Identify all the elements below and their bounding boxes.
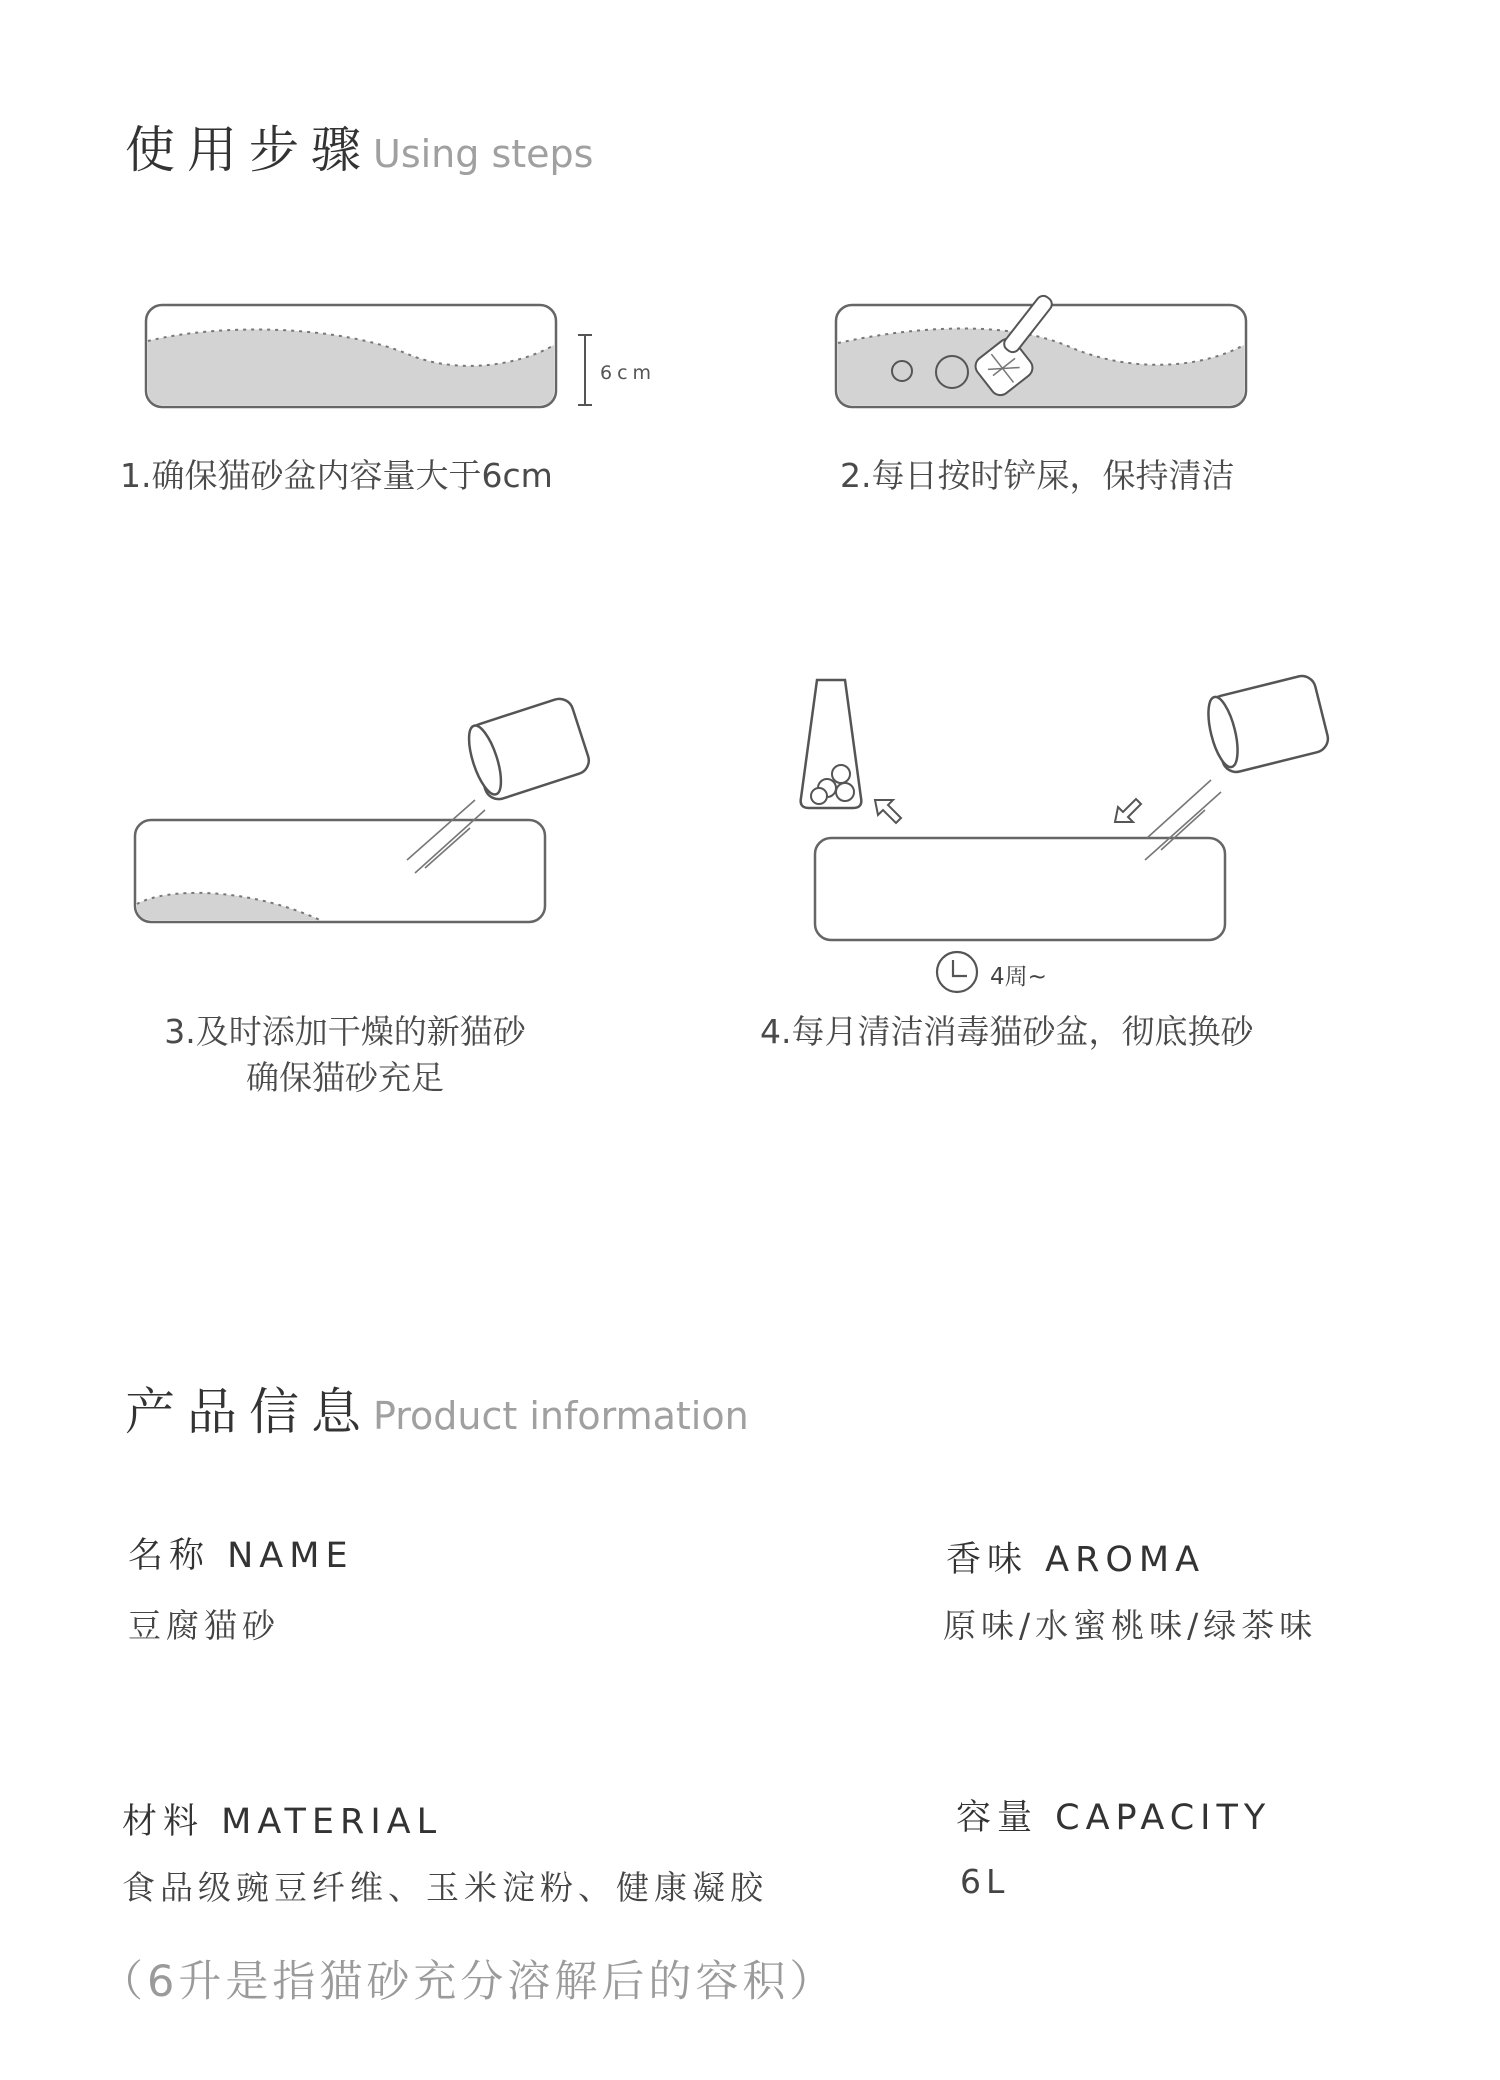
step3-caption-line2: 确保猫砂充足 [246,1058,444,1097]
material-value: 食品级豌豆纤维、玉米淀粉、健康凝胶 [122,1868,768,1907]
name-value: 豆腐猫砂 [128,1606,280,1645]
capacity-note: （6升是指猫砂充分溶解后的容积） [100,1957,837,2007]
step2-tray-illustration [830,285,1260,420]
section-title-zh: 产品信息 [125,1383,373,1441]
aroma-label: 香味 AROMA [946,1540,1206,1580]
measure-label: 6cm [600,362,657,384]
section-title-product-information [125,1372,749,1444]
section-title-en: Product information [373,1394,749,1438]
step3-caption-line1: 3.及时添加干燥的新猫砂 [164,1012,526,1051]
clock-icon [937,952,977,992]
step1-tray-illustration [140,295,660,420]
material-label: 材料 MATERIAL [122,1802,443,1842]
step4-caption: 4.每月清洁消毒猫砂盆，彻底换砂 [760,1012,1254,1051]
section-title-using-steps [125,110,593,182]
step4-tray-illustration [795,670,1355,1000]
litter-cup-icon [1203,673,1331,775]
period-label: 4周~ [990,964,1047,990]
capacity-value: 6L [960,1862,1010,1901]
capacity-label: 容量 CAPACITY [956,1798,1272,1838]
aroma-value: 原味/水蜜桃味/绿茶味 [943,1606,1318,1645]
name-label: 名称 NAME [128,1536,354,1576]
step3-tray-illustration [125,690,625,930]
arrow-up-left-icon [875,800,901,823]
section-title-en: Using steps [373,132,594,176]
step1-caption: 1.确保猫砂盆内容量大于6cm [120,456,553,495]
arrow-down-left-icon [1115,799,1141,822]
litter-cup-icon [462,695,592,803]
step2-caption: 2.每日按时铲屎，保持清洁 [840,456,1235,495]
section-title-zh: 使用步骤 [125,121,373,179]
bottle-icon [801,680,862,808]
